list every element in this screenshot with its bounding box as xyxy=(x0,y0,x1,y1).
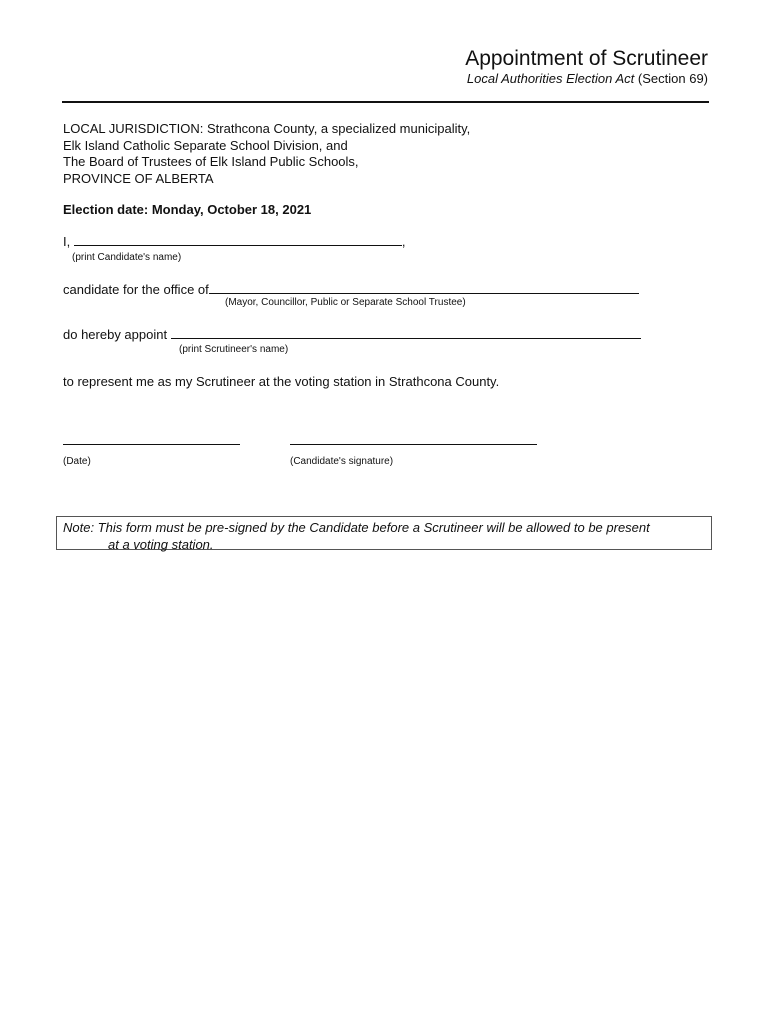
document-title: Appointment of Scrutineer xyxy=(465,47,708,70)
candidate-name-caption: (print Candidate's name) xyxy=(72,252,182,263)
office-label: candidate for the office of xyxy=(63,282,209,297)
candidate-name-field[interactable] xyxy=(74,234,402,246)
date-field[interactable] xyxy=(63,444,240,445)
candidate-name-line xyxy=(63,234,405,250)
act-section: (Section 69) xyxy=(637,71,708,86)
appoint-line xyxy=(63,327,641,343)
jurisdiction-line: The Board of Trustees of Elk Island Public Schools, xyxy=(63,154,359,169)
document-subtitle xyxy=(467,71,708,87)
candidate-prefix: I, xyxy=(63,234,71,249)
header-rule xyxy=(62,101,709,103)
signature-field[interactable] xyxy=(290,444,537,445)
note-line: Note: This form must be pre-signed by the Candidate before a Scrutineer will be allowed to be present xyxy=(63,520,650,535)
jurisdiction-line: LOCAL JURISDICTION: Strathcona County, a specialized municipality, xyxy=(63,121,471,136)
date-caption: (Date) xyxy=(63,456,91,467)
scrutineer-name-field[interactable] xyxy=(171,327,641,339)
note-text xyxy=(63,519,650,553)
signature-caption: (Candidate's signature) xyxy=(290,456,394,467)
represent-statement: to represent me as my Scrutineer at the voting station in Strathcona County. xyxy=(63,374,500,389)
office-line xyxy=(63,282,639,298)
note-line: at a voting station. xyxy=(108,537,214,552)
jurisdiction-line: Elk Island Catholic Separate School Division, and xyxy=(63,137,348,153)
scrutineer-caption: (print Scrutineer's name) xyxy=(179,344,289,355)
election-date: Election date: Monday, October 18, 2021 xyxy=(63,202,312,217)
candidate-suffix: , xyxy=(401,234,406,249)
appoint-label: do hereby appoint xyxy=(63,327,168,342)
office-field[interactable] xyxy=(209,282,639,294)
jurisdiction-block xyxy=(63,121,470,187)
office-caption: (Mayor, Councillor, Public or Separate School Trustee) xyxy=(225,297,466,308)
act-name: Local Authorities Election Act xyxy=(466,71,635,86)
jurisdiction-line: PROVINCE OF ALBERTA xyxy=(63,170,214,186)
